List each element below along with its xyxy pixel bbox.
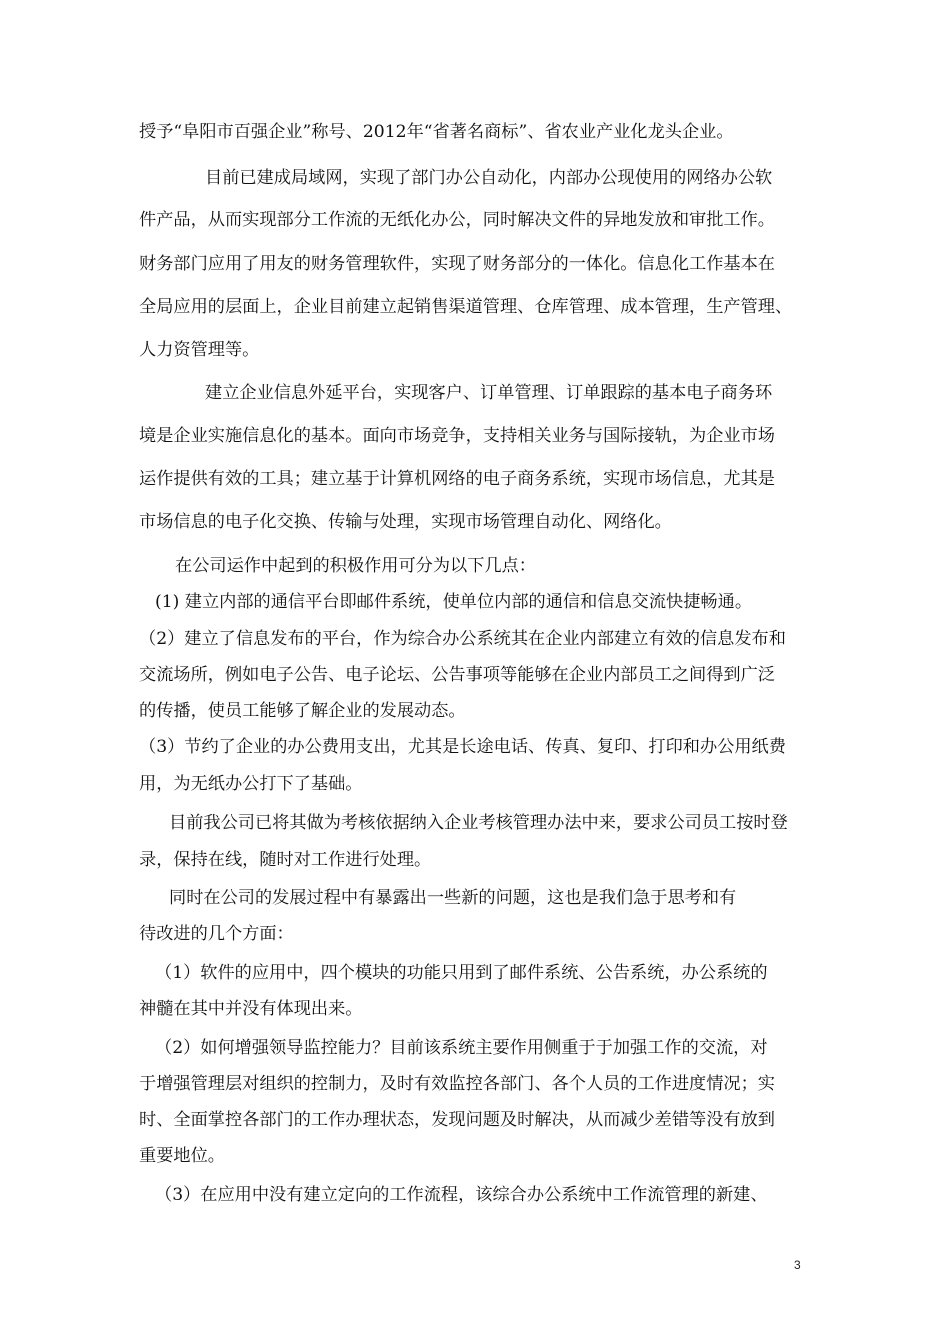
text-line: （2）建立了信息发布的平台，作为综合办公系统其在企业内部建立有效的信息发布和 [139,629,786,649]
text-line: 人力资管理等。 [139,340,260,360]
text-line: （3）在应用中没有建立定向的工作流程，该综合办公系统中工作流管理的新建、 [155,1185,768,1205]
text-line: 授予“阜阳市百强企业”称号、2012年“省著名商标”、省农业产业化龙头企业。 [139,122,734,142]
text-line: 全局应用的层面上，企业目前建立起销售渠道管理、仓库管理、成本管理，生产管理、 [139,297,793,317]
text-line: 件产品，从而实现部分工作流的无纸化办公，同时解决文件的异地发放和审批工作。 [139,210,775,230]
text-line: 录，保持在线，随时对工作进行处理。 [139,850,432,870]
text-line: 目前我公司已将其做为考核依据纳入企业考核管理办法中来，要求公司员工按时登 [169,813,788,833]
text-line: （2）如何增强领导监控能力？目前该系统主要作用侧重于于加强工作的交流，对 [155,1038,768,1058]
text-line: 目前已建成局域网，实现了部门办公自动化，内部办公现使用的网络办公软 [205,168,773,188]
text-line: （3）节约了企业的办公费用支出，尤其是长途电话、传真、复印、打印和办公用纸费 [139,737,786,757]
text-line: 重要地位。 [139,1146,225,1166]
text-line: 待改进的几个方面： [139,924,294,944]
text-line: 境是企业实施信息化的基本。面向市场竞争，支持相关业务与国际接轨，为企业市场 [139,426,775,446]
text-line: 用，为无纸办公打下了基础。 [139,774,363,794]
text-line: 市场信息的电子化交换、传输与处理，实现市场管理自动化、网络化。 [139,512,672,532]
text-line: (1) 建立内部的通信平台即邮件系统，使单位内部的通信和信息交流快捷畅通。 [155,592,753,612]
text-line: 运作提供有效的工具；建立基于计算机网络的电子商务系统，实现市场信息，尤其是 [139,469,775,489]
page-number: 3 [794,1258,801,1272]
text-line: 于增强管理层对组织的控制力，及时有效监控各部门、各个人员的工作进度情况；实 [139,1074,775,1094]
text-line: 的传播，使员工能够了解企业的发展动态。 [139,701,466,721]
text-line: 财务部门应用了用友的财务管理软件，实现了财务部分的一体化。信息化工作基本在 [139,254,775,274]
text-line: 神髓在其中并没有体现出来。 [139,999,363,1019]
text-line: 建立企业信息外延平台，实现客户、订单管理、订单跟踪的基本电子商务环 [205,383,773,403]
text-line: 在公司运作中起到的积极作用可分为以下几点： [175,556,536,576]
text-line: 时、全面掌控各部门的工作办理状态，发现问题及时解决，从而减少差错等没有放到 [139,1110,775,1130]
text-line: 交流场所，例如电子公告、电子论坛、公告事项等能够在企业内部员工之间得到广泛 [139,665,775,685]
text-line: （1）软件的应用中，四个模块的功能只用到了邮件系统、公告系统，办公系统的 [155,963,768,983]
text-line: 同时在公司的发展过程中有暴露出一些新的问题，这也是我们急于思考和有 [169,888,737,908]
